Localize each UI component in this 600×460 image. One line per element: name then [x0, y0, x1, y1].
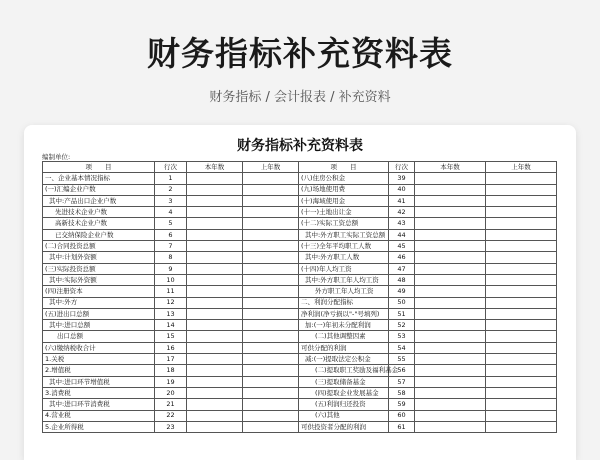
- right-prior-year-cell: [486, 410, 557, 421]
- right-prior-year-cell: [486, 274, 557, 285]
- right-item-cell: 其中:外方职工人数: [299, 252, 389, 263]
- right-item-cell: (三)提取储备基金: [299, 376, 389, 387]
- col-header-item: 项 目: [43, 162, 155, 173]
- right-prior-year-cell: [486, 286, 557, 297]
- left-line-cell: 22: [155, 410, 187, 421]
- right-prior-year-cell: [486, 421, 557, 432]
- left-line-cell: 1: [155, 173, 187, 184]
- left-prior-year-cell: [243, 376, 299, 387]
- unit-label: 编制单位:: [42, 153, 71, 161]
- right-prior-year-cell: [486, 184, 557, 195]
- table-row: [43, 241, 557, 252]
- left-prior-year-cell: [243, 184, 299, 195]
- document-preview: [24, 125, 576, 460]
- right-current-year-cell: [415, 173, 486, 184]
- left-item-cell: 出口总额: [43, 331, 155, 342]
- right-item-cell: (四)提取企业发展基金: [299, 387, 389, 398]
- table-row: [43, 173, 557, 184]
- left-current-year-cell: [187, 218, 243, 229]
- right-current-year-cell: [415, 410, 486, 421]
- left-item-cell: (三)实际投资总额: [43, 263, 155, 274]
- right-item-cell: (十三)全年平均职工人数: [299, 241, 389, 252]
- right-prior-year-cell: [486, 308, 557, 319]
- right-prior-year-cell: [486, 354, 557, 365]
- right-current-year-cell: [415, 342, 486, 353]
- right-current-year-cell: [415, 387, 486, 398]
- right-current-year-cell: [415, 184, 486, 195]
- right-prior-year-cell: [486, 399, 557, 410]
- right-prior-year-cell: [486, 195, 557, 206]
- table-row: [43, 297, 557, 308]
- left-current-year-cell: [187, 184, 243, 195]
- left-prior-year-cell: [243, 331, 299, 342]
- right-prior-year-cell: [486, 229, 557, 240]
- table-row: [43, 421, 557, 432]
- right-current-year-cell: [415, 195, 486, 206]
- right-line-cell: 59: [389, 399, 415, 410]
- left-current-year-cell: [187, 320, 243, 331]
- right-current-year-cell: [415, 241, 486, 252]
- right-line-cell: 40: [389, 184, 415, 195]
- left-item-cell: (五)进出口总额: [43, 308, 155, 319]
- right-item-cell: (九)场地使用费: [299, 184, 389, 195]
- left-item-cell: (四)注册资本: [43, 286, 155, 297]
- left-prior-year-cell: [243, 320, 299, 331]
- left-line-cell: 14: [155, 320, 187, 331]
- col-header-line: 行次: [155, 162, 187, 173]
- left-line-cell: 17: [155, 354, 187, 365]
- col-header-current-year: 本年数: [187, 162, 243, 173]
- left-prior-year-cell: [243, 207, 299, 218]
- left-line-cell: 15: [155, 331, 187, 342]
- right-line-cell: 53: [389, 331, 415, 342]
- left-item-cell: 其中:计划外资额: [43, 252, 155, 263]
- left-line-cell: 11: [155, 286, 187, 297]
- table-row: [43, 184, 557, 195]
- left-prior-year-cell: [243, 354, 299, 365]
- right-current-year-cell: [415, 252, 486, 263]
- left-line-cell: 6: [155, 229, 187, 240]
- left-current-year-cell: [187, 241, 243, 252]
- right-item-cell: 二、利润分配指标: [299, 297, 389, 308]
- left-current-year-cell: [187, 252, 243, 263]
- left-prior-year-cell: [243, 252, 299, 263]
- right-current-year-cell: [415, 331, 486, 342]
- left-line-cell: 13: [155, 308, 187, 319]
- right-current-year-cell: [415, 320, 486, 331]
- left-current-year-cell: [187, 331, 243, 342]
- left-prior-year-cell: [243, 241, 299, 252]
- col-header-prior-year: 上年数: [243, 162, 299, 173]
- right-item-cell: 净利润(净亏损以"-"号填列): [299, 308, 389, 319]
- left-prior-year-cell: [243, 263, 299, 274]
- table-row: [43, 342, 557, 353]
- table-row: [43, 229, 557, 240]
- right-current-year-cell: [415, 207, 486, 218]
- right-prior-year-cell: [486, 320, 557, 331]
- left-current-year-cell: [187, 173, 243, 184]
- left-current-year-cell: [187, 263, 243, 274]
- table-row: [43, 320, 557, 331]
- left-current-year-cell: [187, 286, 243, 297]
- left-line-cell: 19: [155, 376, 187, 387]
- right-line-cell: 39: [389, 173, 415, 184]
- left-current-year-cell: [187, 376, 243, 387]
- right-line-cell: 47: [389, 263, 415, 274]
- left-prior-year-cell: [243, 195, 299, 206]
- right-line-cell: 48: [389, 274, 415, 285]
- left-prior-year-cell: [243, 173, 299, 184]
- left-line-cell: 4: [155, 207, 187, 218]
- left-item-cell: (一)汇编企业户数: [43, 184, 155, 195]
- right-prior-year-cell: [486, 376, 557, 387]
- right-current-year-cell: [415, 376, 486, 387]
- left-item-cell: 4.营业税: [43, 410, 155, 421]
- right-line-cell: 54: [389, 342, 415, 353]
- left-prior-year-cell: [243, 387, 299, 398]
- left-current-year-cell: [187, 297, 243, 308]
- table-row: [43, 252, 557, 263]
- left-current-year-cell: [187, 229, 243, 240]
- right-item-cell: 减:(一)提取法定公积金: [299, 354, 389, 365]
- col-header-current-year: 本年数: [415, 162, 486, 173]
- right-line-cell: 51: [389, 308, 415, 319]
- right-prior-year-cell: [486, 331, 557, 342]
- right-current-year-cell: [415, 354, 486, 365]
- right-current-year-cell: [415, 399, 486, 410]
- right-current-year-cell: [415, 229, 486, 240]
- table-row: [43, 195, 557, 206]
- right-item-cell: 其中:外方职工年人均工资: [299, 274, 389, 285]
- left-line-cell: 16: [155, 342, 187, 353]
- table-row: [43, 331, 557, 342]
- right-line-cell: 46: [389, 252, 415, 263]
- right-prior-year-cell: [486, 218, 557, 229]
- right-current-year-cell: [415, 421, 486, 432]
- left-item-cell: 3.消费税: [43, 387, 155, 398]
- left-item-cell: 其中:产品出口企业户数: [43, 195, 155, 206]
- right-line-cell: 43: [389, 218, 415, 229]
- left-item-cell: 一、企业基本情况指标: [43, 173, 155, 184]
- table-row: [43, 263, 557, 274]
- left-item-cell: 5.企业所得税: [43, 421, 155, 432]
- document-title: 财务指标补充资料表: [237, 138, 363, 154]
- left-prior-year-cell: [243, 297, 299, 308]
- right-current-year-cell: [415, 218, 486, 229]
- left-current-year-cell: [187, 410, 243, 421]
- right-item-cell: (十)海域使用金: [299, 195, 389, 206]
- right-item-cell: (二)其他调整因素: [299, 331, 389, 342]
- right-current-year-cell: [415, 297, 486, 308]
- left-item-cell: 高新技术企业户数: [43, 218, 155, 229]
- table-row: [43, 410, 557, 421]
- right-prior-year-cell: [486, 241, 557, 252]
- right-line-cell: 56: [389, 365, 415, 376]
- right-line-cell: 55: [389, 354, 415, 365]
- right-prior-year-cell: [486, 263, 557, 274]
- right-item-cell: 可供分配的利润: [299, 342, 389, 353]
- right-item-cell: (十四)年人均工资: [299, 263, 389, 274]
- right-item-cell: (十二)实际工资总额: [299, 218, 389, 229]
- left-current-year-cell: [187, 308, 243, 319]
- right-current-year-cell: [415, 286, 486, 297]
- left-prior-year-cell: [243, 286, 299, 297]
- left-line-cell: 10: [155, 274, 187, 285]
- right-prior-year-cell: [486, 297, 557, 308]
- left-prior-year-cell: [243, 308, 299, 319]
- right-line-cell: 52: [389, 320, 415, 331]
- right-prior-year-cell: [486, 387, 557, 398]
- left-item-cell: (二)合同投资总额: [43, 241, 155, 252]
- right-prior-year-cell: [486, 365, 557, 376]
- left-item-cell: 其中:外方: [43, 297, 155, 308]
- left-line-cell: 7: [155, 241, 187, 252]
- left-prior-year-cell: [243, 365, 299, 376]
- left-item-cell: (六)缴纳税收合计: [43, 342, 155, 353]
- table-row: [43, 365, 557, 376]
- right-item-cell: 其中:外方职工实际工资总额: [299, 229, 389, 240]
- right-item-cell: 外方职工年人均工资: [299, 286, 389, 297]
- page-subtitle: 财务指标 / 会计报表 / 补充资料: [209, 90, 391, 105]
- bottom-fade: [24, 450, 576, 460]
- right-line-cell: 57: [389, 376, 415, 387]
- right-item-cell: (六)其他: [299, 410, 389, 421]
- left-prior-year-cell: [243, 399, 299, 410]
- table-row: [43, 286, 557, 297]
- left-item-cell: 其中:进口总额: [43, 320, 155, 331]
- right-item-cell: (八)住房公积金: [299, 173, 389, 184]
- left-prior-year-cell: [243, 229, 299, 240]
- left-item-cell: 其中:进口环节消费税: [43, 399, 155, 410]
- right-line-cell: 42: [389, 207, 415, 218]
- right-current-year-cell: [415, 263, 486, 274]
- left-item-cell: 先进技术企业户数: [43, 207, 155, 218]
- left-current-year-cell: [187, 387, 243, 398]
- left-line-cell: 20: [155, 387, 187, 398]
- table-row: [43, 207, 557, 218]
- left-line-cell: 18: [155, 365, 187, 376]
- left-current-year-cell: [187, 421, 243, 432]
- col-header-item: 项 目: [299, 162, 389, 173]
- left-line-cell: 3: [155, 195, 187, 206]
- left-line-cell: 8: [155, 252, 187, 263]
- right-line-cell: 60: [389, 410, 415, 421]
- right-line-cell: 58: [389, 387, 415, 398]
- left-current-year-cell: [187, 342, 243, 353]
- right-item-cell: (五)利润归还投资: [299, 399, 389, 410]
- left-line-cell: 12: [155, 297, 187, 308]
- right-prior-year-cell: [486, 252, 557, 263]
- right-prior-year-cell: [486, 173, 557, 184]
- left-line-cell: 5: [155, 218, 187, 229]
- left-item-cell: 已交纳保险企业户数: [43, 229, 155, 240]
- left-prior-year-cell: [243, 218, 299, 229]
- left-line-cell: 23: [155, 421, 187, 432]
- left-line-cell: 9: [155, 263, 187, 274]
- right-line-cell: 61: [389, 421, 415, 432]
- left-prior-year-cell: [243, 274, 299, 285]
- left-prior-year-cell: [243, 342, 299, 353]
- table-row: [43, 218, 557, 229]
- right-current-year-cell: [415, 308, 486, 319]
- left-current-year-cell: [187, 195, 243, 206]
- right-line-cell: 41: [389, 195, 415, 206]
- table-row: [43, 399, 557, 410]
- table-row: [43, 376, 557, 387]
- left-current-year-cell: [187, 399, 243, 410]
- right-item-cell: 加:(一)年初未分配利润: [299, 320, 389, 331]
- right-line-cell: 44: [389, 229, 415, 240]
- right-current-year-cell: [415, 274, 486, 285]
- left-item-cell: 2.增值税: [43, 365, 155, 376]
- left-item-cell: 其中:进口环节增值税: [43, 376, 155, 387]
- col-header-prior-year: 上年数: [486, 162, 557, 173]
- left-current-year-cell: [187, 274, 243, 285]
- report-table: [42, 161, 557, 433]
- table-row: [43, 387, 557, 398]
- right-current-year-cell: [415, 365, 486, 376]
- left-current-year-cell: [187, 207, 243, 218]
- table-header-row: [43, 162, 557, 173]
- left-prior-year-cell: [243, 421, 299, 432]
- page-title: 财务指标补充资料表: [147, 34, 453, 73]
- right-line-cell: 45: [389, 241, 415, 252]
- left-line-cell: 21: [155, 399, 187, 410]
- left-current-year-cell: [187, 354, 243, 365]
- col-header-line: 行次: [389, 162, 415, 173]
- right-item-cell: (十一)土地出让金: [299, 207, 389, 218]
- right-prior-year-cell: [486, 207, 557, 218]
- table-row: [43, 308, 557, 319]
- right-line-cell: 50: [389, 297, 415, 308]
- right-line-cell: 49: [389, 286, 415, 297]
- left-prior-year-cell: [243, 410, 299, 421]
- table-row: [43, 354, 557, 365]
- left-item-cell: 1.关税: [43, 354, 155, 365]
- left-line-cell: 2: [155, 184, 187, 195]
- right-prior-year-cell: [486, 342, 557, 353]
- right-item-cell: 可供投资者分配的利润: [299, 421, 389, 432]
- table-row: [43, 274, 557, 285]
- left-item-cell: 其中:实际外资额: [43, 274, 155, 285]
- right-item-cell: (二)提取职工奖励及福利基金: [299, 365, 389, 376]
- left-current-year-cell: [187, 365, 243, 376]
